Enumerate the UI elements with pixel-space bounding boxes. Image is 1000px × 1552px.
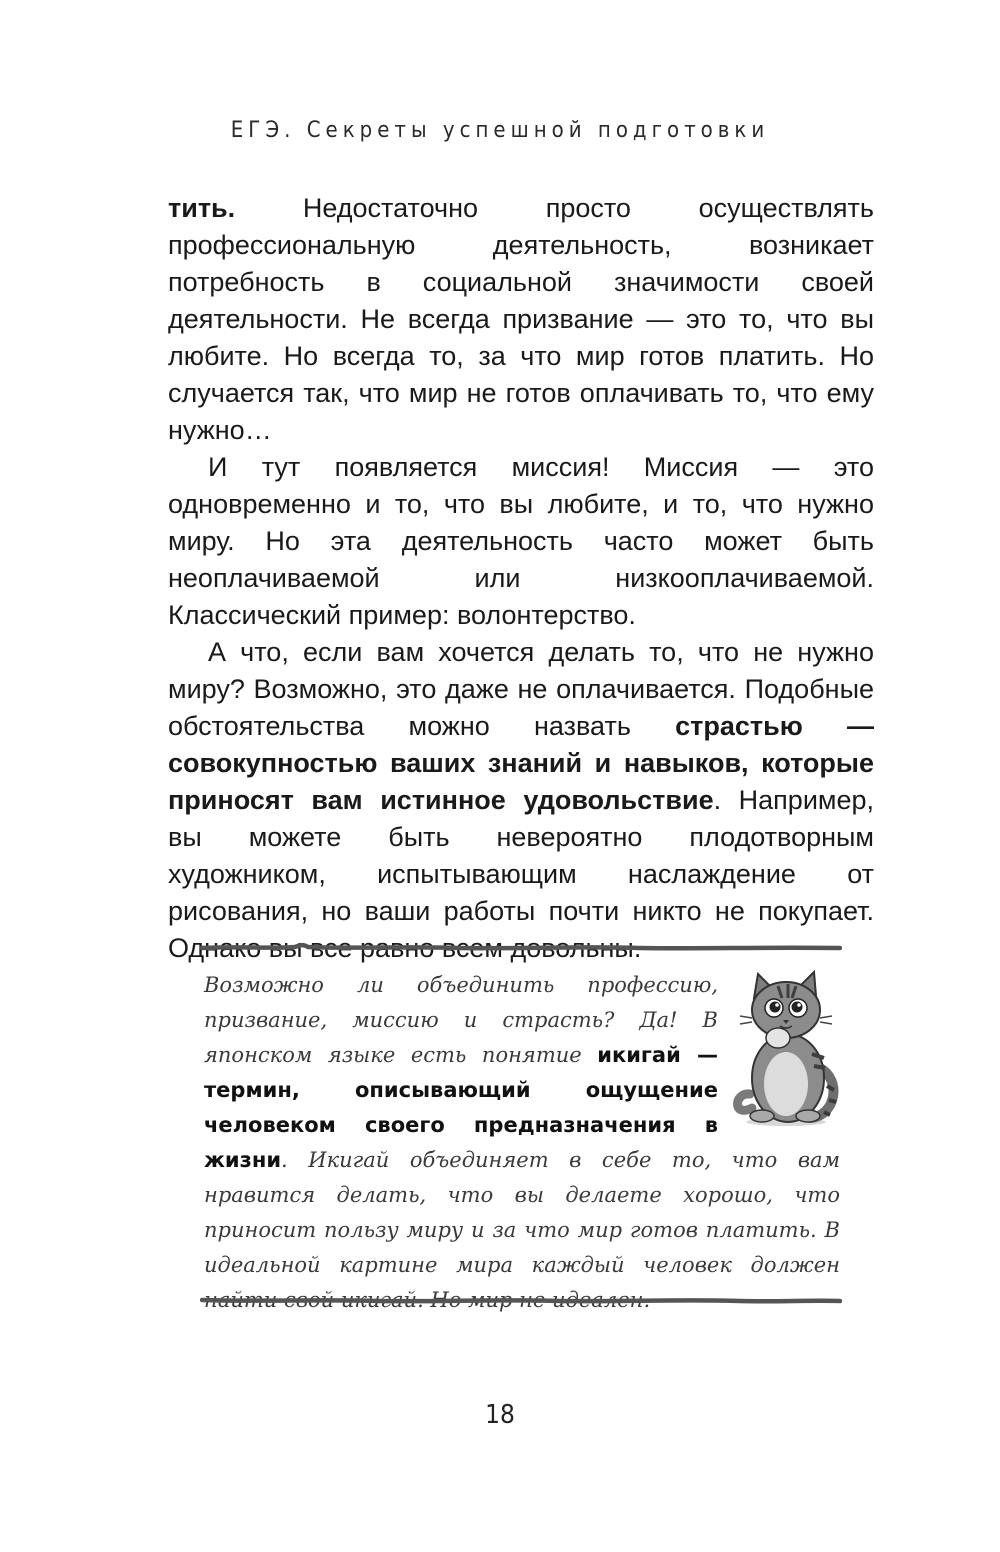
aside-text-start: Возможно ли объединить профессию, призвание, миссию и страсть? Да! В японском языке есть понятие <box>204 973 718 1067</box>
aside-bold-term: икигай — термин, описывающий ощущение человеком своего предназначения в жизни <box>204 1043 718 1172</box>
running-title: ЕГЭ. Секреты успешной подготовки <box>230 118 770 143</box>
paragraph-2 <box>168 449 874 634</box>
wavy-divider-top <box>200 940 842 954</box>
main-text <box>168 190 874 967</box>
paragraph-text: А что, если вам хочется делать то, что не нужно миру? Возможно, это даже не оплачивается. Подобные обстоятельства можно назвать <box>168 637 874 741</box>
paragraph-3 <box>168 634 874 967</box>
paragraph-text: Недостаточно просто осуществлять профессиональную деятельность, возникает потребность в социальной значимости своей деятельности. Не всегда призвание — это то, что вы любите. Но всегда то, за что мир готов платить. Но случается так, что мир не готов оплачивать то, что ему нужно… <box>168 193 874 445</box>
page-number: 18 <box>485 1400 515 1430</box>
paragraph-text: И тут появляется миссия! Миссия — это одновременно и то, что вы любите, и то, что нужно миру. Но эта деятельность часто может быть неоплачиваемой или низкооплачиваемой. Классический пример: волонтерство. <box>168 452 874 630</box>
bold-definition: страстью — совокупностью ваших знаний и навыков, которые приносят вам истинное удовольствие <box>168 711 874 815</box>
cat-icon <box>732 968 840 1128</box>
aside-text-end: . Икигай объединяет в себе то, что вам нравится делать, что вы делаете хорошо, что приносит пользу миру и за что мир готов платить. В идеальной картине мира каждый человек должен найти свой икигай. Но мир не идеален. <box>204 1148 840 1312</box>
wavy-divider-bottom <box>200 1293 842 1307</box>
bold-fragment: тить. <box>168 193 236 223</box>
aside-box <box>204 968 840 1318</box>
paragraph-1 <box>168 190 874 449</box>
paragraph-text: . Например, вы можете быть невероятно плодотворным художником, испытывающим наслаждение от рисования, но ваши работы почти никто не покупает. Однако вы все равно всем довольны. <box>168 785 874 963</box>
